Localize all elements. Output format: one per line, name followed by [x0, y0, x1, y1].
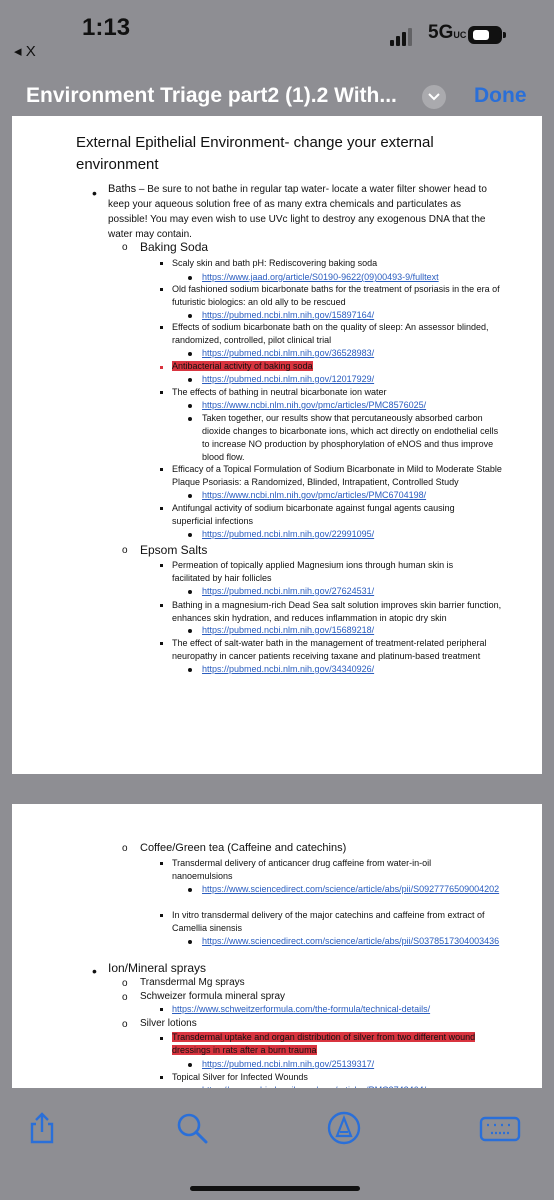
list-marker	[188, 378, 192, 382]
epsom-salts-title: Epsom Salts	[140, 543, 208, 557]
link-2[interactable]: https://pubmed.ncbi.nlm.nih.gov/15897164/	[202, 310, 375, 320]
list-marker	[188, 404, 192, 408]
title-menu-chevron-icon[interactable]	[422, 85, 446, 109]
list-marker	[188, 276, 192, 280]
list-marker	[188, 629, 192, 633]
list-marker	[160, 1076, 163, 1079]
sub-bullet: o	[122, 1019, 128, 1030]
ion-mineral-title: Ion/Mineral sprays	[108, 961, 207, 975]
section-heading: External Epithelial Environment- change your external environment	[76, 134, 434, 173]
baking-soda-item-7: Antifungal activity of sodium bicarbonate against fungal agents causing superficial infections	[172, 503, 455, 526]
baking-soda-item-1: Scaly skin and bath pH: Rediscovering baking soda	[172, 258, 378, 268]
epsom-item-1: Permeation of topically applied Magnesium ions through human skin is facilitated by hair follicles	[172, 560, 454, 583]
list-marker	[160, 391, 163, 394]
document-page-1[interactable]	[12, 116, 542, 776]
list-marker	[188, 668, 192, 672]
list-marker	[160, 862, 163, 865]
list-marker	[160, 288, 163, 291]
list-marker	[160, 262, 163, 265]
link-1[interactable]: https://www.jaad.org/article/S0190-9622(09)00493-9/fulltext	[202, 272, 439, 282]
list-marker	[188, 352, 192, 356]
list-marker	[188, 533, 192, 537]
page-separator	[0, 774, 554, 804]
share-icon[interactable]	[24, 1110, 60, 1146]
link-4[interactable]: https://pubmed.ncbi.nlm.nih.gov/12017929/	[202, 374, 375, 384]
baking-soda-title: Baking Soda	[140, 240, 209, 254]
coffee-title: Coffee/Green tea (Caffeine and catechins)	[140, 842, 347, 854]
epsom-link-1[interactable]: https://pubmed.ncbi.nlm.nih.gov/27624531/	[202, 586, 375, 596]
keyboard-icon[interactable]	[478, 1110, 522, 1146]
sub-bullet: o	[122, 545, 128, 556]
status-time: 1:13	[82, 14, 131, 41]
link-5[interactable]: https://www.ncbi.nlm.nih.gov/pmc/articles/PMC8576025/	[202, 400, 427, 410]
list-marker	[188, 417, 192, 421]
search-icon[interactable]	[174, 1110, 210, 1146]
list-marker	[160, 1037, 163, 1040]
coffee-item-2: In vitro transdermal delivery of the major catechins and caffeine from extract of Camellia sinensis	[172, 910, 485, 933]
link-6[interactable]: https://www.ncbi.nlm.nih.gov/pmc/articles/PMC6704198/	[202, 490, 427, 500]
ion-sub-2: Schweizer formula mineral spray	[140, 991, 286, 1002]
list-marker	[160, 604, 163, 607]
sub-bullet: o	[122, 978, 128, 989]
back-to-app-link[interactable]: ◂ X	[14, 43, 36, 60]
list-marker	[188, 314, 192, 318]
coffee-link-2[interactable]: https://www.sciencedirect.com/science/article/abs/pii/S0378517304003436	[202, 936, 500, 946]
done-button[interactable]: Done	[474, 84, 527, 107]
list-marker	[160, 326, 163, 329]
epsom-link-2[interactable]: https://pubmed.ncbi.nlm.nih.gov/15689218/	[202, 625, 375, 635]
coffee-link-1[interactable]: https://www.sciencedirect.com/science/article/abs/pii/S0927776509004202	[202, 884, 500, 894]
silver-link-1[interactable]: https://pubmed.ncbi.nlm.nih.gov/25139317/	[202, 1059, 375, 1069]
list-marker	[188, 1063, 192, 1067]
document-page-2[interactable]	[12, 804, 542, 1088]
list-marker	[160, 642, 163, 645]
sub-bullet: o	[122, 242, 128, 253]
document-title: Environment Triage part2 (1).2 With...	[26, 84, 397, 107]
baking-soda-item-3: Effects of sodium bicarbonate bath on the quality of sleep: An assessor blinded, randomized, controlled, pilot clinical trial	[172, 322, 489, 345]
list-marker	[160, 564, 163, 567]
silver-title: Silver lotions	[140, 1018, 197, 1029]
baking-soda-item-5: The effects of bathing in neutral bicarbonate ion water	[172, 387, 387, 397]
list-marker	[160, 366, 163, 369]
network-type: 5GUC	[428, 22, 467, 43]
link-7[interactable]: https://pubmed.ncbi.nlm.nih.gov/22991095/	[202, 529, 375, 539]
list-marker	[160, 914, 163, 917]
coffee-item-1: Transdermal delivery of anticancer drug caffeine from water-in-oil nanoemulsions	[172, 858, 432, 881]
list-marker	[160, 468, 163, 471]
link-3[interactable]: https://pubmed.ncbi.nlm.nih.gov/36528983/	[202, 348, 375, 358]
list-marker	[188, 494, 192, 498]
list-marker	[188, 888, 192, 892]
epsom-item-3: The effect of salt-water bath in the management of treatment-related peripheral neuropathy in cancer patients receiving taxane and platinum-based treatment	[172, 638, 487, 661]
sub-bullet: o	[122, 992, 128, 1003]
signal-strength-icon	[390, 28, 416, 46]
silver-item-1-highlighted: Transdermal uptake and organ distribution of silver from two different wound dressings in rats after a burn trauma	[172, 1032, 476, 1055]
sub-bullet: o	[122, 843, 128, 854]
home-indicator	[190, 1186, 360, 1191]
ion-sub-1: Transdermal Mg sprays	[140, 977, 245, 988]
list-marker	[160, 1008, 163, 1011]
markup-pen-icon[interactable]	[326, 1110, 362, 1146]
ion-sub-2-link[interactable]: https://www.schweitzerformula.com/the-formula/technical-details/	[172, 1004, 431, 1014]
baking-soda-quote: Taken together, our results show that percutaneously absorbed carbon dioxide changes to bicarbonate ions, which act directly on endothelial cells to increase NO production by phosphorylation of eNOS and thus improve blood flow.	[202, 413, 499, 462]
baking-soda-item-6: Efficacy of a Topical Formulation of Sodium Bicarbonate in Mild to Moderate Stable Plaque Psoriasis: a Randomized, Blinded, Intrapatient, Controlled Study	[172, 464, 502, 487]
list-marker	[160, 507, 163, 510]
list-marker	[188, 590, 192, 594]
bullet: •	[92, 185, 97, 201]
epsom-item-2: Bathing in a magnesium-rich Dead Sea salt solution improves skin barrier function, enhances skin hydration, and reduces inflammation in atopic dry skin	[172, 600, 502, 623]
status-bar	[0, 0, 554, 66]
silver-item-2: Topical Silver for Infected Wounds	[172, 1072, 308, 1082]
baking-soda-item-2: Old fashioned sodium bicarbonate baths for the treatment of psoriasis in the era of futuristic biologics: an old ally to be rescued	[172, 284, 500, 307]
bullet: •	[92, 963, 97, 979]
baths-paragraph: Baths – Be sure to not bathe in regular tap water- locate a water filter shower head to keep your aqueous solution free of as many extra chemicals and particulates as possible! You may even wish to use UVc light to destroy any exogenous DNA that the water may contain.	[108, 183, 487, 240]
epsom-link-3[interactable]: https://pubmed.ncbi.nlm.nih.gov/34340926/	[202, 664, 375, 674]
bottom-toolbar	[0, 1088, 554, 1200]
battery-icon	[468, 26, 502, 44]
list-marker	[188, 940, 192, 944]
baking-soda-item-4-highlighted: Antibacterial activity of baking soda	[172, 361, 313, 371]
